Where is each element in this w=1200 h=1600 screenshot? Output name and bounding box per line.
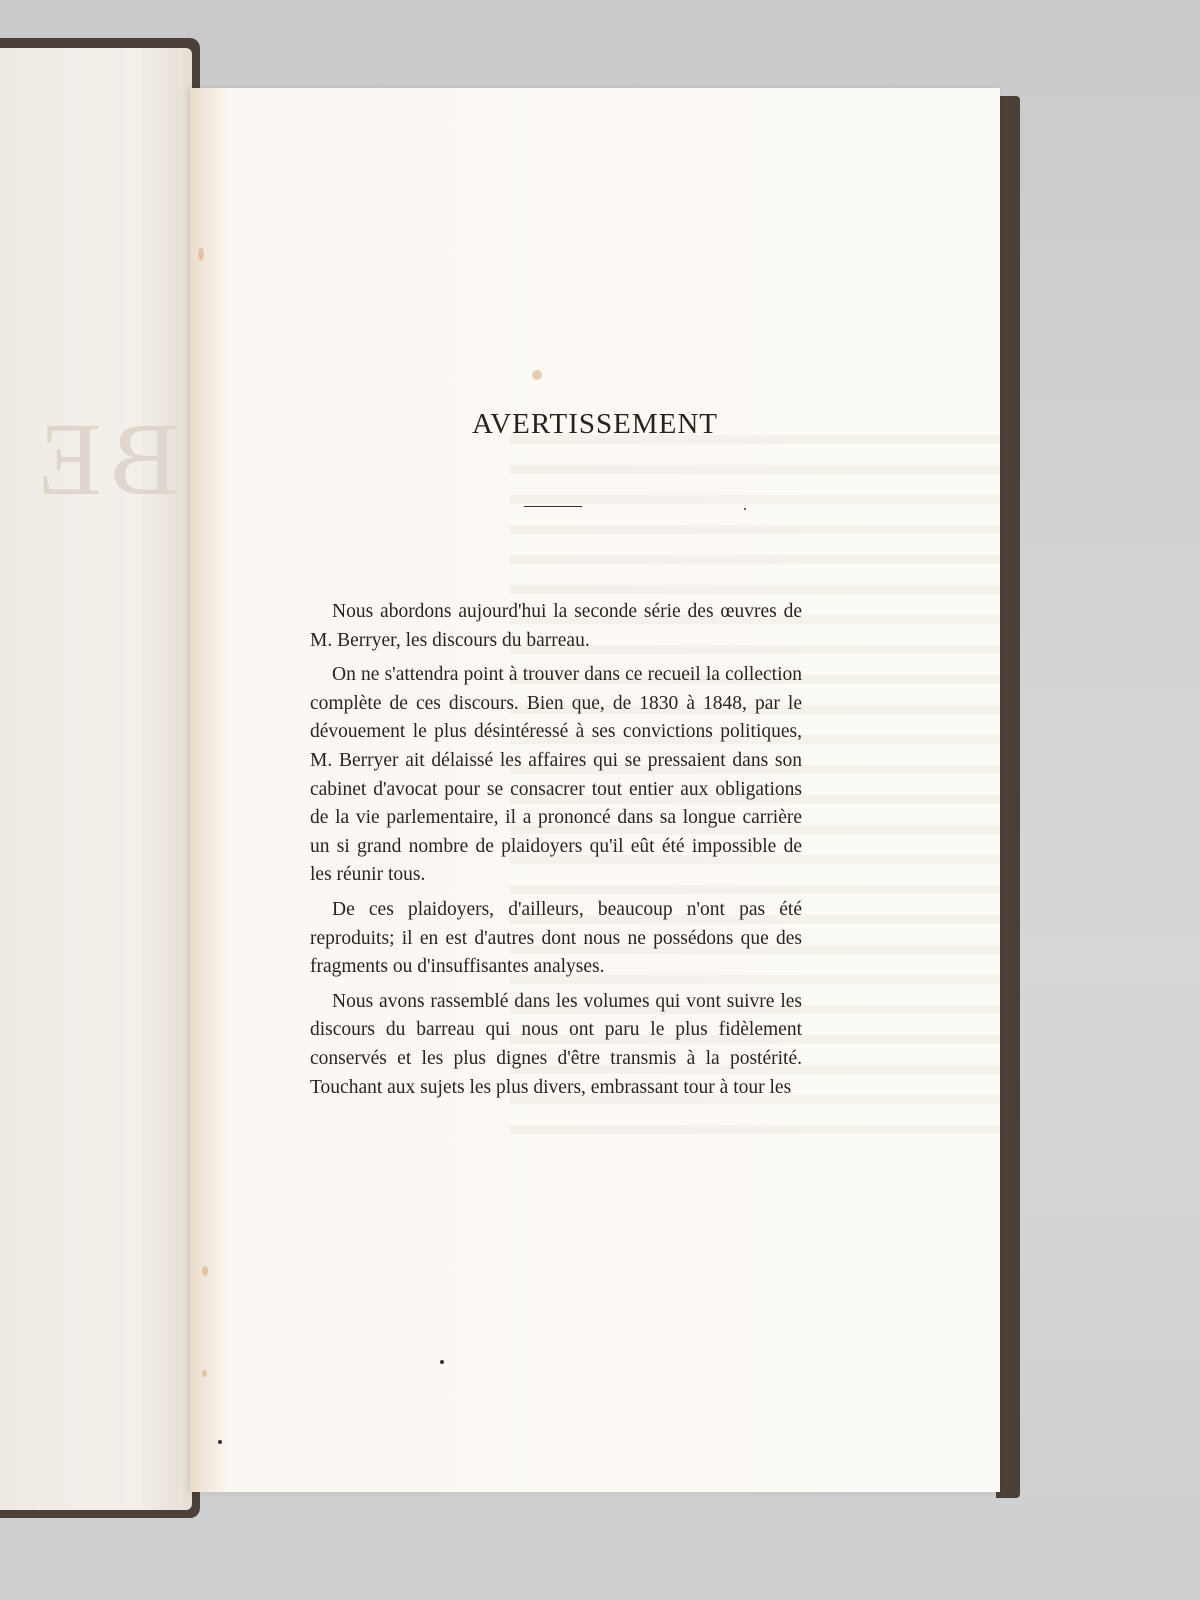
show-through-letters: BE	[30, 402, 179, 517]
title-rule	[524, 506, 582, 507]
paragraph: Nous abordons aujourd'hui la seconde série des œuvres de M. Berryer, les discours du barreau.	[310, 601, 802, 651]
left-page	[0, 48, 192, 1510]
foxing-spot	[198, 248, 204, 260]
body-text	[310, 598, 802, 1108]
right-page	[190, 88, 1000, 1492]
page-title: AVERTISSEMENT	[472, 408, 718, 440]
paragraph: Nous avons rassemblé dans les volumes qui vont suivre les discours du barreau qui nous ont paru le plus fidèlement conservés et les plus dignes d'être transmis à la postérité. Touchant aux sujets les plus divers, embrassant tour à tour les	[310, 990, 802, 1098]
foxing-spot	[532, 370, 542, 380]
specks	[440, 1360, 444, 1364]
specks	[744, 508, 746, 510]
specks	[218, 1440, 222, 1444]
foxing-spot	[202, 1266, 208, 1276]
paragraph: On ne s'attendra point à trouver dans ce recueil la collection complète de ces discours. Bien que, de 1830 à 1848, par le dévouement le plus désintéressé à ses convictions politiques, M. Berryer ait délaissé les affaires qui se pressaient dans son cabinet d'avocat pour se consacrer tout entier aux obligations de la vie parlementaire, il a prononcé dans sa longue carrière un si grand nombre de plaidoyers qu'il eût été impossible de les réunir tous.	[310, 664, 802, 886]
paragraph: De ces plaidoyers, d'ailleurs, beaucoup n'ont pas été reproduits; il en est d'autres dont nous ne possédons que des fragments ou d'insuffisantes analyses.	[310, 898, 802, 978]
foxing-spot	[202, 1370, 207, 1377]
